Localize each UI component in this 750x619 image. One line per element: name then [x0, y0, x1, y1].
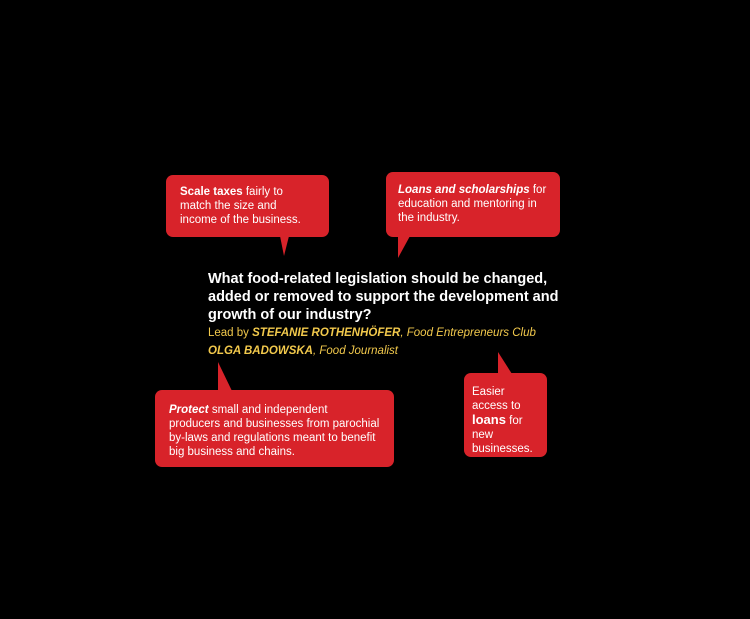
- bubble-tail: [280, 236, 289, 256]
- bubble-tail: [498, 352, 512, 374]
- bubble-scale-taxes: [166, 175, 329, 237]
- bubble-text-pre: Easier access to: [472, 386, 521, 412]
- central-question: What food-related legislation should be changed, added or removed to support the development and growth of our industry?: [208, 271, 559, 323]
- bubble-text: fairly to match the size and income of the business.: [180, 186, 301, 226]
- lead-person-2: OLGA BADOWSKA: [208, 345, 313, 357]
- bubble-emphasis: Loans and scholarships: [398, 184, 530, 196]
- bubble-text: for education and mentoring in the industry.: [398, 184, 547, 224]
- bubble-text: small and independent producers and businesses from parochial by-laws and regulations meant to benefit big business and chains.: [169, 404, 380, 458]
- lead-prefix: Lead by: [208, 327, 253, 339]
- bubble-emphasis: Protect: [169, 404, 209, 416]
- bubble-easier-access: [464, 373, 547, 457]
- bubble-protect: [155, 390, 394, 467]
- bubble-tail: [398, 236, 410, 258]
- bubble-emphasis: Scale taxes: [180, 186, 243, 198]
- lead-person-1: STEFANIE ROTHENHÖFER: [252, 327, 401, 339]
- bubble-tail: [218, 362, 232, 391]
- lead-org-1: , Food Entrepreneurs Club: [400, 327, 536, 339]
- bubble-loans-scholarships: [386, 172, 560, 237]
- lead-credits: [208, 324, 568, 360]
- lead-org-2: , Food Journalist: [312, 345, 398, 357]
- bubble-emphasis: loans: [472, 412, 506, 427]
- bubble-text: for new businesses.: [472, 415, 533, 455]
